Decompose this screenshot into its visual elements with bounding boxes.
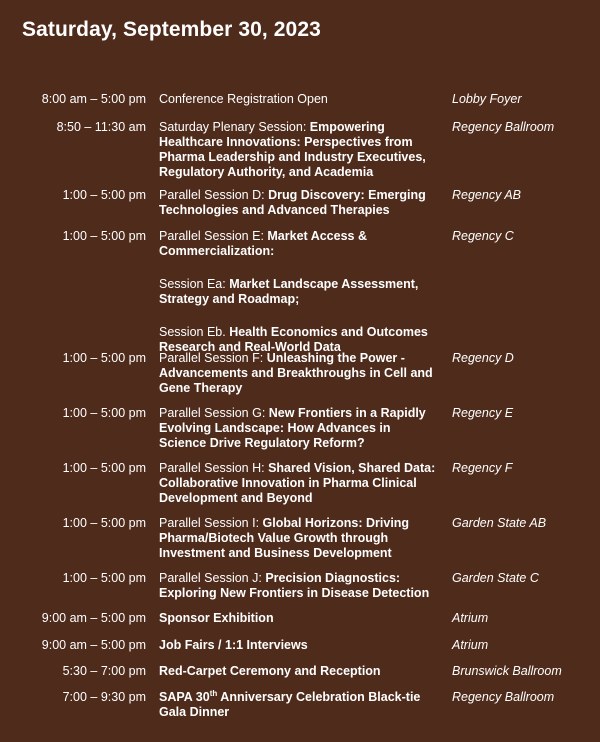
row-time: 1:00 – 5:00 pm: [62, 406, 146, 420]
schedule-row: [0, 638, 600, 664]
row-location: Brunswick Ballroom: [452, 664, 562, 678]
row-location: Atrium: [452, 611, 489, 625]
row-title: [159, 690, 420, 719]
row-prefix: Parallel Session D:: [159, 188, 269, 202]
row-description: [159, 229, 439, 354]
schedule-row: [0, 188, 600, 229]
schedule-row: [0, 664, 600, 690]
row-time: 7:00 – 9:30 pm: [62, 690, 146, 704]
row-time: 5:30 – 7:00 pm: [62, 664, 146, 678]
row-title: Drug Discovery: Emerging Technologies and Advanced Therapies: [159, 188, 426, 217]
row-time: 1:00 – 5:00 pm: [62, 229, 146, 243]
row-description: [159, 664, 439, 690]
row-location: Regency E: [452, 406, 514, 420]
schedule-row: [0, 461, 600, 516]
schedule-row: [0, 406, 600, 461]
page-title: Saturday, September 30, 2023: [22, 18, 321, 41]
row-location: Garden State AB: [452, 516, 547, 530]
row-location: Atrium: [452, 638, 489, 652]
row-title: Market Access & Commercialization:: [159, 229, 367, 258]
row-time: 1:00 – 5:00 pm: [62, 351, 146, 365]
row-prefix: Conference Registration Open: [159, 92, 328, 106]
row-title: Global Horizons: Driving Pharma/Biotech Value Growth through Investment and Business Development: [159, 516, 410, 560]
row-title-start: SAPA 30: [159, 690, 210, 704]
row-time: 1:00 – 5:00 pm: [62, 516, 146, 530]
subsession-title: Health Economics and Outcomes Research and Real-World Data: [159, 325, 428, 354]
row-time: 1:00 – 5:00 pm: [62, 461, 146, 475]
row-location: Regency Ballroom: [452, 690, 555, 704]
row-location: Regency D: [452, 351, 514, 365]
row-prefix: Parallel Session H:: [159, 461, 269, 475]
subsession-prefix: Session Ea:: [159, 277, 230, 291]
row-description: [159, 638, 439, 664]
row-prefix: Saturday Plenary Session:: [159, 120, 310, 134]
row-description: [159, 461, 439, 516]
row-title: Red-Carpet Ceremony and Reception: [159, 664, 381, 678]
row-title: Sponsor Exhibition: [159, 611, 274, 625]
row-description: [159, 690, 439, 722]
row-title-rest: Anniversary Celebration Black-tie Gala Dinner: [159, 690, 421, 719]
schedule-row: [0, 92, 600, 120]
row-time: 1:00 – 5:00 pm: [62, 571, 146, 585]
row-time: 9:00 am – 5:00 pm: [41, 638, 146, 652]
row-description: [159, 188, 439, 229]
row-location: Garden State C: [452, 571, 539, 585]
row-title: Job Fairs / 1:1 Interviews: [159, 638, 308, 652]
row-time: 8:00 am – 5:00 pm: [41, 92, 146, 106]
row-time: 8:50 – 11:30 am: [56, 120, 146, 134]
ordinal-suffix: th: [209, 688, 218, 698]
subsession-item: [159, 277, 439, 307]
schedule-list: [0, 92, 600, 722]
row-prefix: Parallel Session J:: [159, 571, 266, 585]
row-description: [159, 571, 439, 611]
subsession-prefix: Session Eb.: [159, 325, 230, 339]
row-location: Regency C: [452, 229, 514, 243]
row-time: 1:00 – 5:00 pm: [62, 188, 146, 202]
row-prefix: Parallel Session G:: [159, 406, 269, 420]
schedule-row: [0, 351, 600, 406]
row-prefix: Parallel Session I:: [159, 516, 263, 530]
row-description: [159, 351, 439, 406]
schedule-row: [0, 571, 600, 611]
row-description: [159, 406, 439, 461]
row-description: [159, 120, 439, 188]
row-prefix: Parallel Session F:: [159, 351, 267, 365]
subsession-title: Market Landscape Assessment, Strategy and Roadmap;: [159, 277, 419, 306]
row-description: [159, 611, 439, 638]
row-title: Empowering Healthcare Innovations: Perspectives from Pharma Leadership and Industry Executives, Regulatory Authority, and Academia: [159, 120, 426, 179]
row-description: [159, 92, 439, 120]
row-title: Precision Diagnostics: Exploring New Frontiers in Disease Detection: [159, 571, 430, 600]
schedule-row: [0, 120, 600, 188]
row-location: Regency AB: [452, 188, 522, 202]
row-location: Regency F: [452, 461, 513, 475]
schedule-row: [0, 516, 600, 571]
row-location: Regency Ballroom: [452, 120, 555, 134]
schedule-row: [0, 229, 600, 354]
row-prefix: Parallel Session E:: [159, 229, 268, 243]
schedule-row: [0, 690, 600, 722]
row-description: [159, 516, 439, 571]
row-title: Shared Vision, Shared Data: Collaborative Innovation in Pharma Clinical Development and Beyond: [159, 461, 436, 505]
row-title: New Frontiers in a Rapidly Evolving Landscape: How Advances in Science Drive Regulatory Reform?: [159, 406, 426, 450]
schedule-row: [0, 611, 600, 638]
row-title: Unleashing the Power - Advancements and Breakthroughs in Cell and Gene Therapy: [159, 351, 433, 395]
row-location: Lobby Foyer: [452, 92, 522, 106]
row-time: 9:00 am – 5:00 pm: [41, 611, 146, 625]
